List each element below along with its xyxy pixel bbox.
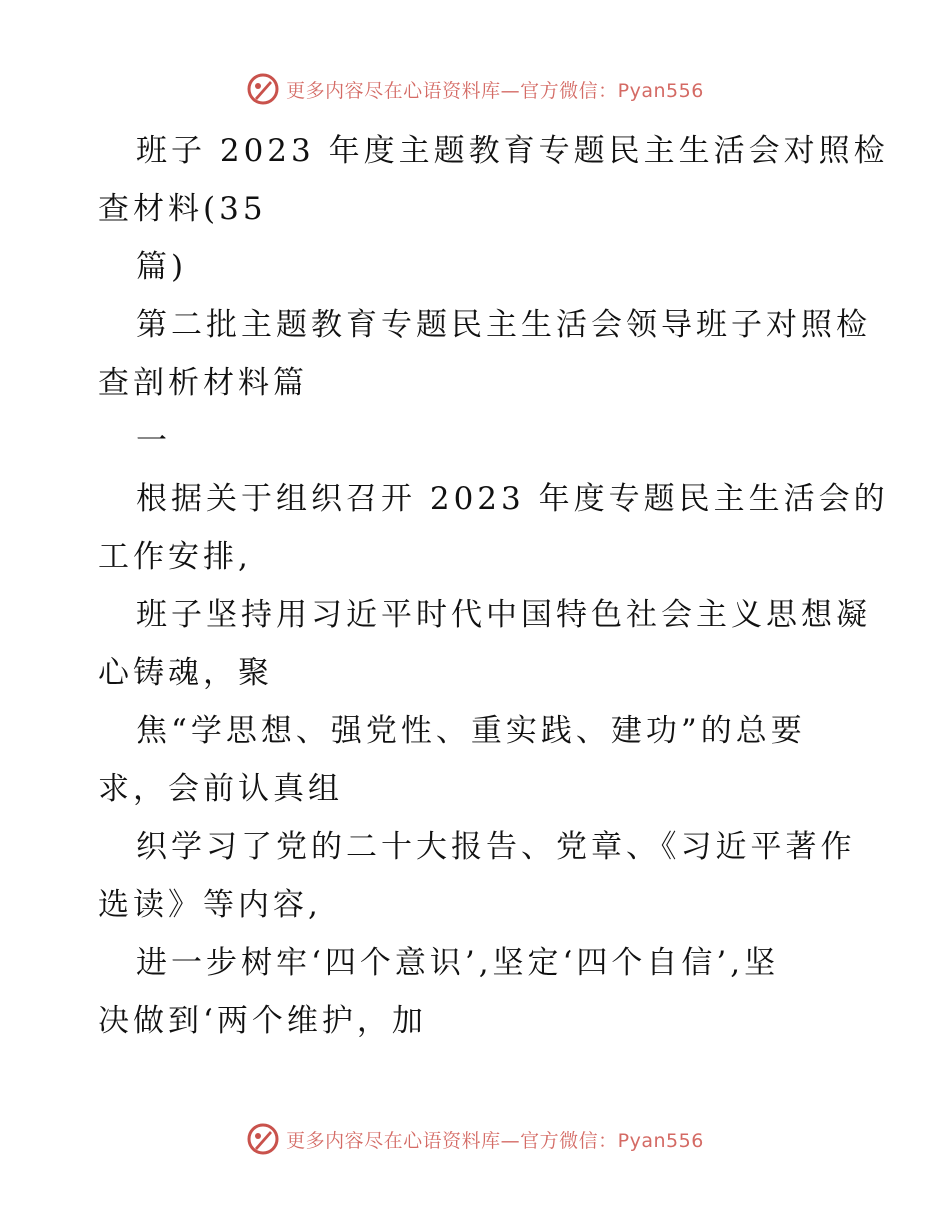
text-line: 织学习了党的二十大报告、党章、《习近平著作 [136, 829, 856, 865]
text-line: 决做到‘两个维护，加 [98, 1003, 427, 1039]
text-line: 选读》等内容, [98, 887, 322, 923]
text-line: 根据关于组织召开 2023 年度专题民主生活会的 [136, 481, 889, 517]
watermark-text: 更多内容尽在心语资料库—官方微信：Pyan556 [286, 1129, 704, 1152]
header-watermark [0, 72, 950, 106]
text-line: 焦“学思想、强党性、重实践、建功”的总要 [136, 713, 806, 749]
text-line: 第二批主题教育专题民主生活会领导班子对照检 [136, 307, 871, 343]
text-line: 班子 2023 年度主题教育专题民主生活会对照检 [136, 133, 889, 169]
text-line: 心铸魂，聚 [98, 655, 273, 691]
watermark-text: 更多内容尽在心语资料库—官方微信：Pyan556 [286, 79, 704, 102]
quill-logo-icon [246, 1122, 280, 1156]
text-line: 篇) [136, 249, 188, 285]
quill-logo-icon [246, 72, 280, 106]
text-line: 查材料(35 [98, 191, 267, 227]
document-body [98, 122, 889, 1050]
text-line: 工作安排, [98, 539, 252, 575]
text-line: 班子坚持用习近平时代中国特色社会主义思想凝 [136, 597, 871, 633]
text-line: 求，会前认真组 [98, 771, 343, 807]
text-line: 一 [136, 423, 171, 459]
text-line: 进一步树牢‘四个意识’,坚定‘四个自信’,坚 [136, 945, 780, 981]
text-line: 查剖析材料篇 [98, 365, 308, 401]
footer-watermark [0, 1122, 950, 1156]
